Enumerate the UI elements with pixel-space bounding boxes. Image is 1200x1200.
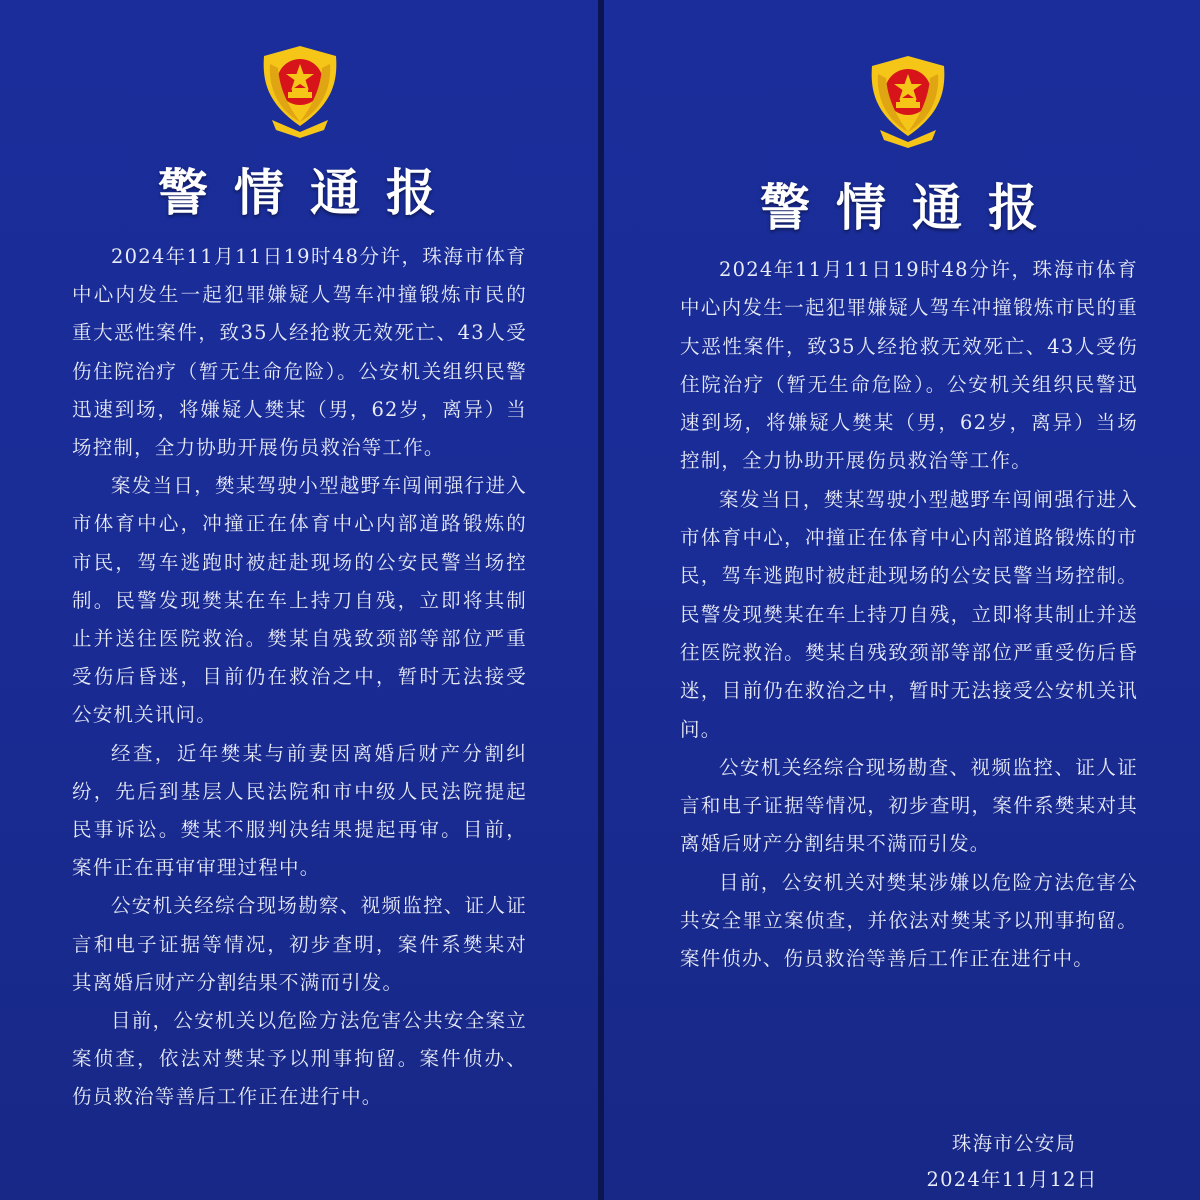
- paragraph-3: 公安机关经综合现场勘查、视频监控、证人证言和电子证据等情况，初步查明，案件系樊某对其离婚后财产分割结果不满而引发。: [680, 755, 1138, 856]
- signature-date: 2024年11月12日: [926, 1168, 1098, 1191]
- notice-body: [680, 251, 1138, 979]
- notice-panel-left: [0, 0, 598, 1200]
- paragraph-1: 2024年11月11日19时48分许，珠海市体育中心内发生一起犯罪嫌疑人驾车冲撞锻炼市民的重大恶性案件，致35人经抢救无效死亡、43人受伤住院治疗（暂无生命危险）。公安机关组织民警迅速到场，将嫌疑人樊某（男，62岁，离异）当场控制，全力协助开展伤员救治等工作。: [680, 258, 1138, 473]
- signature-organization: 珠海市公安局: [951, 1132, 1077, 1155]
- notice-body: [72, 238, 527, 1117]
- paragraph-3: 经查，近年樊某与前妻因离婚后财产分割纠纷，先后到基层人民法院和市中级人民法院提起民事诉讼。樊某不服判决结果提起再审。目前，案件正在再审审理过程中。: [72, 741, 527, 880]
- police-emblem-icon: [860, 52, 956, 148]
- notice-panel-right: [604, 0, 1200, 1200]
- police-emblem-icon: [252, 42, 348, 138]
- notice-title: 警情通报: [158, 163, 462, 222]
- paragraph-2: 案发当日，樊某驾驶小型越野车闯闸强行进入市体育中心，冲撞正在体育中心内部道路锻炼的市民，驾车逃跑时被赶赴现场的公安民警当场控制。民警发现樊某在车上持刀自残，立即将其制止并送往医院救治。樊某自残致颈部等部位严重受伤后昏迷，目前仍在救治之中，暂时无法接受公安机关讯问。: [680, 487, 1138, 741]
- paragraph-4: 目前，公安机关对樊某涉嫌以危险方法危害公共安全罪立案侦查，并依法对樊某予以刑事拘留。案件侦办、伤员救治等善后工作正在进行中。: [680, 870, 1138, 971]
- paragraph-2: 案发当日，樊某驾驶小型越野车闯闸强行进入市体育中心，冲撞正在体育中心内部道路锻炼的市民，驾车逃跑时被赶赴现场的公安民警当场控制。民警发现樊某在车上持刀自残，立即将其制止并送往医院救治。樊某自残致颈部等部位严重受伤后昏迷，目前仍在救治之中，暂时无法接受公安机关讯问。: [72, 474, 527, 727]
- paragraph-4: 公安机关经综合现场勘察、视频监控、证人证言和电子证据等情况，初步查明，案件系樊某对其离婚后财产分割结果不满而引发。: [72, 894, 527, 994]
- notice-title: 警情通报: [760, 178, 1064, 237]
- paragraph-5: 目前，公安机关以危险方法危害公共安全案立案侦查，依法对樊某予以刑事拘留。案件侦办、伤员救治等善后工作正在进行中。: [72, 1009, 527, 1109]
- paragraph-1: 2024年11月11日19时48分许，珠海市体育中心内发生一起犯罪嫌疑人驾车冲撞锻炼市民的重大恶性案件，致35人经抢救无效死亡、43人受伤住院治疗（暂无生命危险）。公安机关组织民警迅速到场，将嫌疑人樊某（男，62岁，离异）当场控制，全力协助开展伤员救治等工作。: [72, 245, 527, 460]
